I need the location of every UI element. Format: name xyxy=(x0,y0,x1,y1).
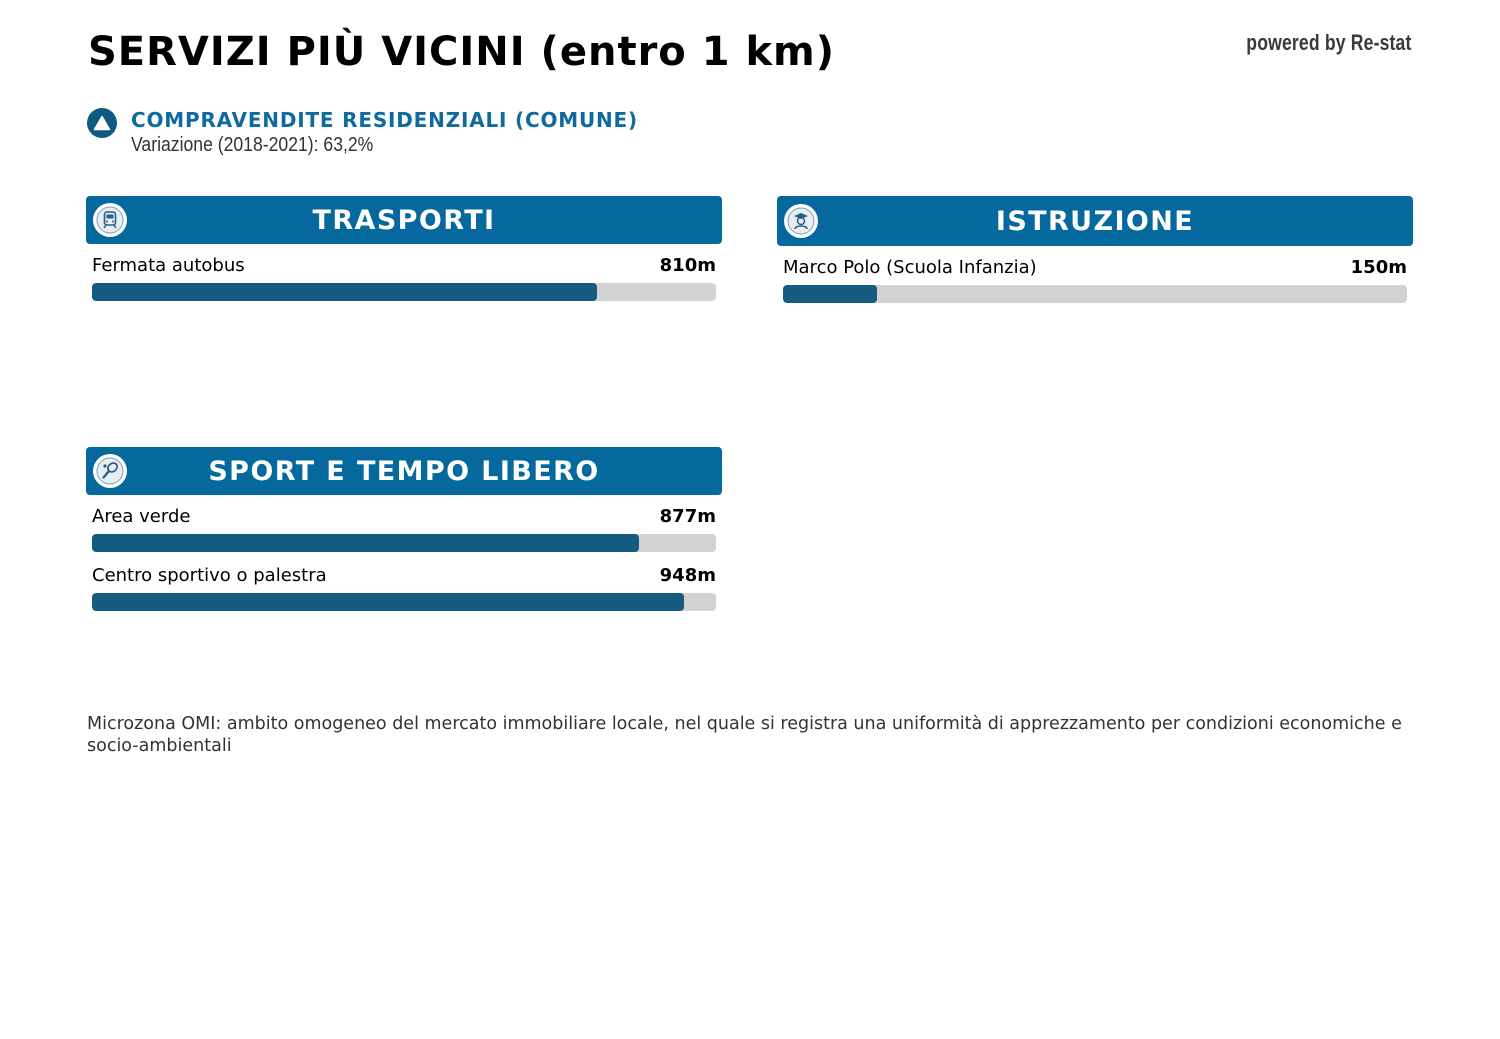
item-label: Area verde xyxy=(92,506,191,527)
sport-header xyxy=(86,447,722,495)
trasporti-card xyxy=(86,196,722,301)
trasporti-header xyxy=(86,196,722,244)
footer-note: Microzona OMI: ambito omogeneo del mercato immobiliare locale, nel quale si registra una uniformità di apprezzamento per condizioni economiche e socio-ambientali xyxy=(87,714,1402,756)
distance-bar-fill xyxy=(92,283,597,301)
trasporti-title: TRASPORTI xyxy=(312,204,496,236)
sport-title: SPORT E TEMPO LIBERO xyxy=(208,455,600,487)
distance-bar xyxy=(92,593,716,611)
item-distance: 948m xyxy=(659,565,716,586)
item-label: Marco Polo (Scuola Infanzia) xyxy=(783,257,1037,278)
istruzione-header xyxy=(777,196,1413,246)
list-item xyxy=(92,564,716,611)
distance-bar xyxy=(92,534,716,552)
distance-bar-fill xyxy=(783,285,877,303)
trend-subtitle: Variazione (2018-2021): 63,2% xyxy=(131,134,374,156)
triangle-up-icon xyxy=(87,108,117,138)
train-icon xyxy=(93,203,127,237)
student-icon xyxy=(784,204,818,238)
trend-title: COMPRAVENDITE RESIDENZIALI (COMUNE) xyxy=(131,108,638,132)
list-item xyxy=(783,256,1407,303)
list-item xyxy=(92,254,716,301)
item-label: Centro sportivo o palestra xyxy=(92,565,327,586)
powered-by-label: powered by Re-stat xyxy=(1246,30,1412,55)
distance-bar xyxy=(92,283,716,301)
istruzione-card xyxy=(777,196,1413,303)
distance-bar-fill xyxy=(92,593,684,611)
trend-block xyxy=(87,107,638,157)
page-title: SERVIZI PIÙ VICINI (entro 1 km) xyxy=(88,29,836,75)
item-label: Fermata autobus xyxy=(92,255,245,276)
distance-bar-fill xyxy=(92,534,639,552)
sport-card xyxy=(86,447,722,611)
item-distance: 810m xyxy=(659,255,716,276)
distance-bar xyxy=(783,285,1407,303)
istruzione-title: ISTRUZIONE xyxy=(995,205,1195,237)
item-distance: 150m xyxy=(1350,257,1407,278)
list-item xyxy=(92,505,716,552)
tennis-icon xyxy=(93,454,127,488)
item-distance: 877m xyxy=(659,506,716,527)
